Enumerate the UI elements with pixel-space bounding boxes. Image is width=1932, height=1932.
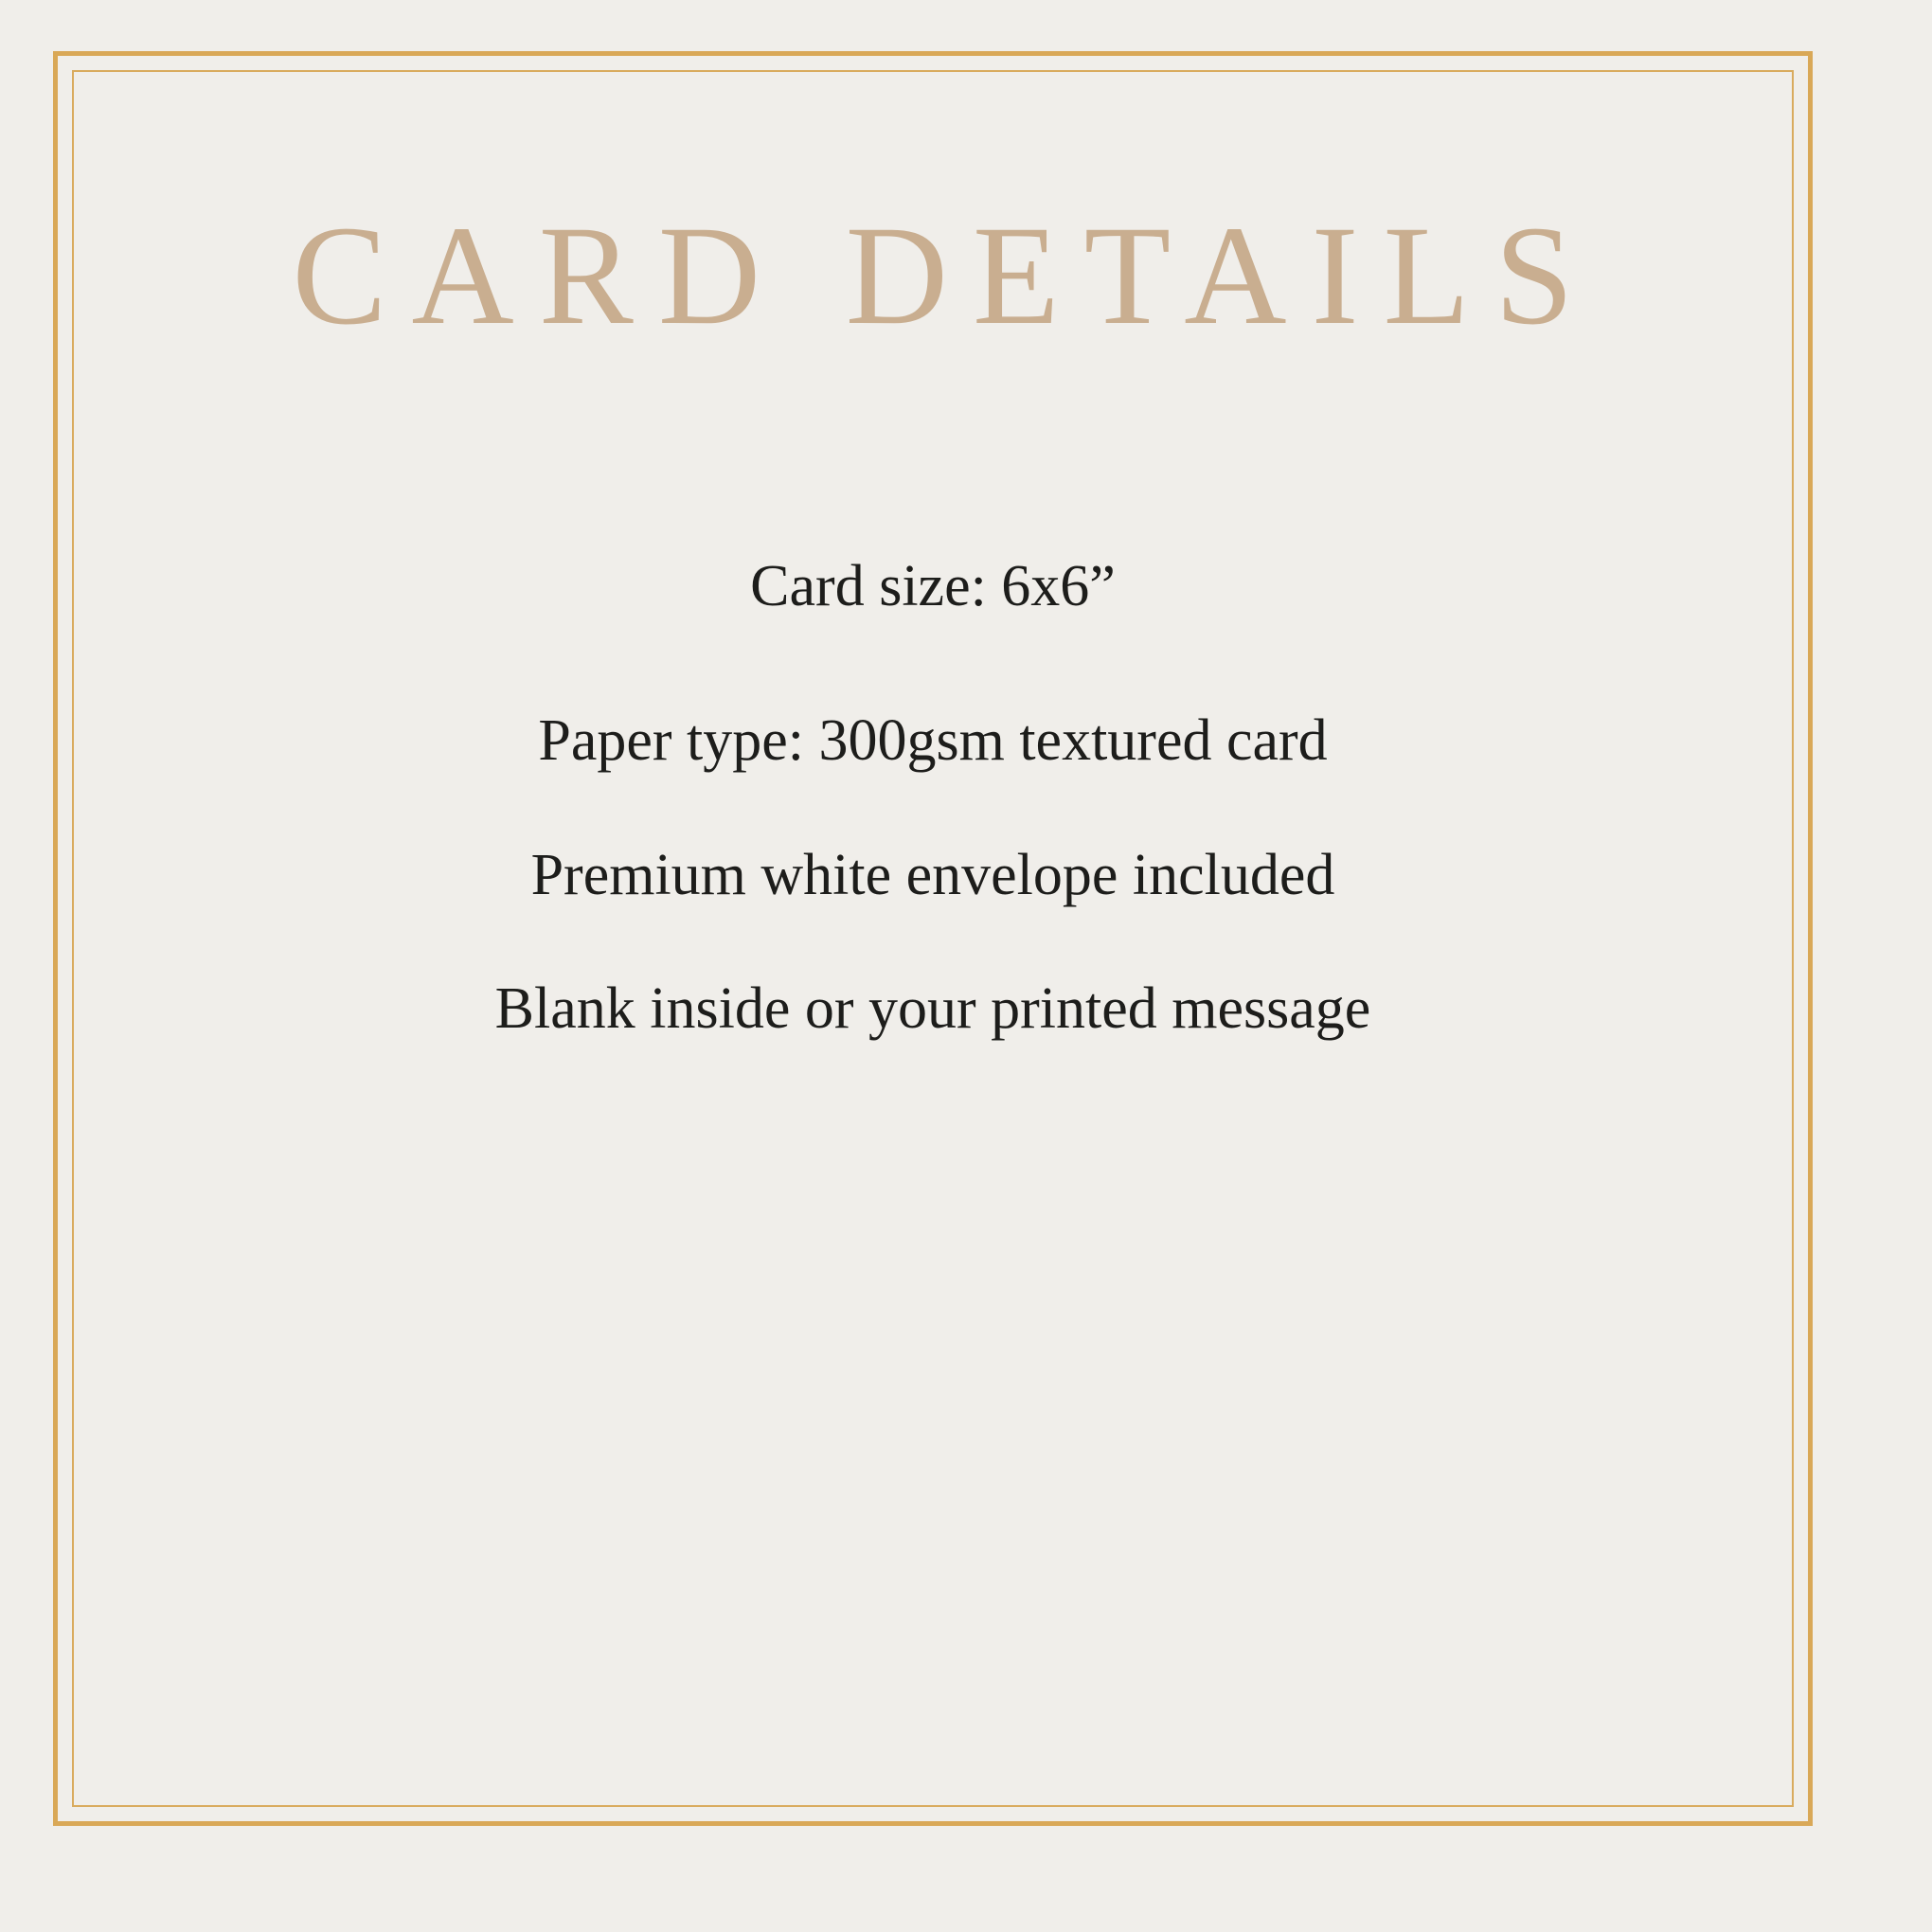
page-title: CARD DETAILS [292,197,1599,354]
list-item: Premium white envelope included [530,842,1335,907]
list-item: Blank inside or your printed message [494,975,1371,1041]
list-item: Paper type: 300gsm textured card [538,708,1328,774]
list-item: Card size: 6x6” [750,554,1116,618]
card-content [72,70,1794,1807]
details-list [72,553,1794,1043]
